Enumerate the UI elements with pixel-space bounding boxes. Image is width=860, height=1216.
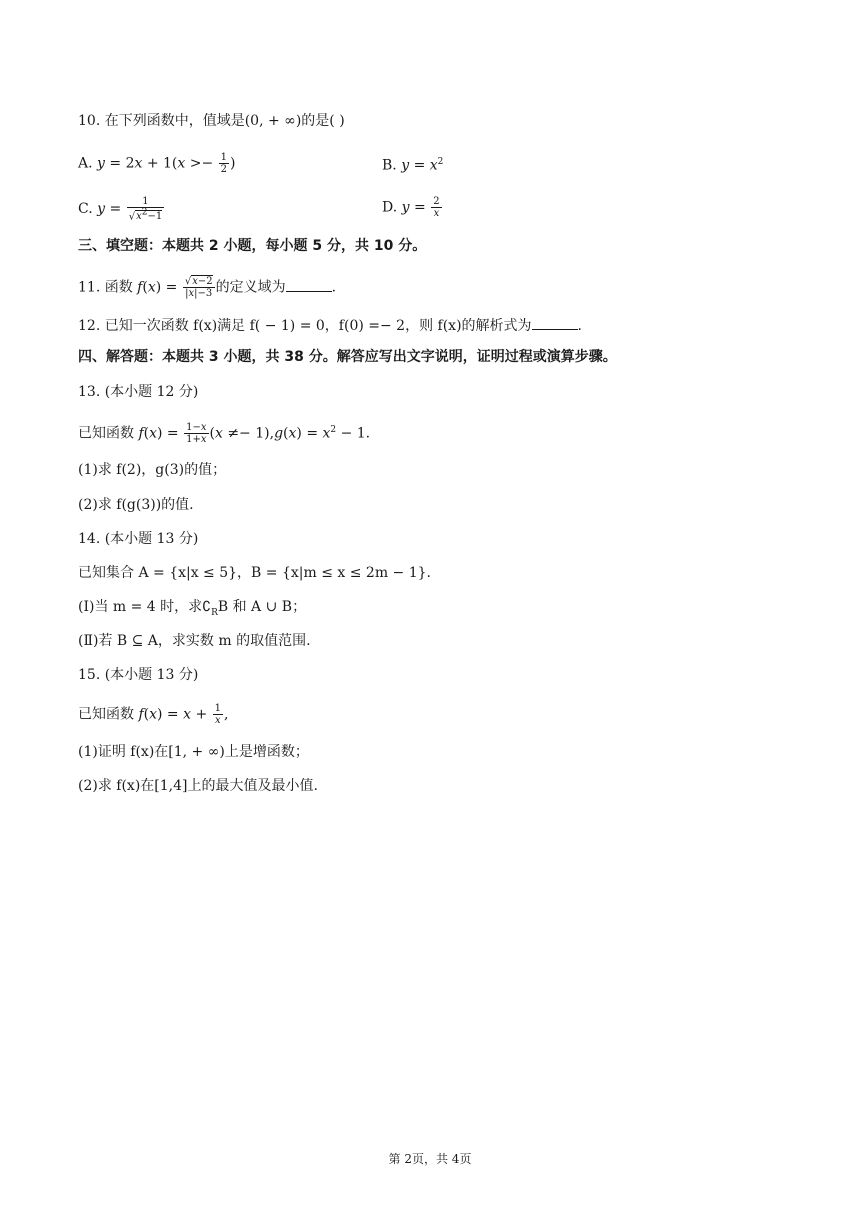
question-15-stem: 已知函数 f(x) = x + $\frac{1}{x}$ , <box>78 703 229 726</box>
question-15-part-2: (2)求 f(x)在[1,4]上的最大值及最小值. <box>78 778 318 794</box>
question-13-part-1: (1)求 f(2)，g(3)的值； <box>78 462 227 478</box>
question-14-header: 14. (本小题 13 分) <box>78 531 199 547</box>
answer-blank <box>286 277 332 292</box>
question-14-part-2: (Ⅱ)若 B ⊆ A，求实数 m 的取值范围. <box>78 633 311 649</box>
question-10-stem: 10. 在下列函数中，值域是(0, + ∞)的是( ) <box>78 113 345 129</box>
q14-part1-a: (Ⅰ)当 m = 4 时，求∁ <box>78 599 212 615</box>
fraction: $\frac{1}{√x^2-1}$ <box>128 196 163 223</box>
page-footer: 第 2页，共 4页 <box>388 1152 472 1166</box>
question-12: 12. 已知一次函数 f(x)满足 f( − 1) = 0，f(0) =− 2，则 f(x)的解析式为 . <box>78 315 582 336</box>
section-heading-solutions: 四、解答题：本题共 3 小题，共 38 分。解答应写出文字说明，证明过程或演算步骤。 <box>78 349 617 365</box>
option-label: B. <box>382 157 397 174</box>
fraction: $\frac{1}{2}$ <box>220 152 228 175</box>
question-15-part-1: (1)证明 f(x)在[1, + ∞)上是增函数； <box>78 744 309 760</box>
q14-part1-b: B 和 A ∪ B； <box>217 599 307 615</box>
fraction: $\frac{2}{x}$ <box>433 196 440 219</box>
option-label: C. <box>78 201 93 218</box>
fraction: $\frac{1}{x}$ <box>214 703 222 726</box>
q10-option-c: C. y = $\frac{1}{√x^2-1}$ <box>78 196 163 223</box>
q12-text: 12. 已知一次函数 f(x)满足 f( − 1) = 0，f(0) =− 2，则 f(x)的解析式为 <box>78 318 532 334</box>
fraction: $\frac{1-x}{1+x}$ <box>186 422 207 446</box>
question-11: 11. 函数 f(x) = $\frac{√x-2}{|x|-3}$ 的定义域为 . <box>78 276 337 299</box>
question-14-part-1 <box>78 597 306 623</box>
option-label: D. <box>382 199 398 216</box>
fraction: $\frac{√x-2}{|x|-3}$ <box>184 276 213 299</box>
question-13-header: 13. (本小题 12 分) <box>78 384 199 400</box>
question-15-header: 15. (本小题 13 分) <box>78 667 199 683</box>
question-13-part-2: (2)求 f(g(3))的值. <box>78 497 194 513</box>
q10-option-a: A. y = 2x + 1(x >− $\frac{1}{2}$ ) <box>78 152 236 175</box>
q13-stem-prefix: 已知函数 <box>78 425 134 442</box>
question-13-stem: 已知函数 f(x) = $\frac{1-x}{1+x}$ $(x \ne- 1),g(x) = x^2 - 1$. <box>78 422 371 446</box>
q10-option-b: B. $y = x^2$ <box>382 157 444 174</box>
q11-prefix: 11. 函数 <box>78 279 133 296</box>
answer-blank <box>532 315 578 330</box>
q11-suffix: 的定义域为 <box>215 279 286 296</box>
q10-option-d: D. y = $\frac{2}{x}$ <box>382 196 440 219</box>
q15-stem-prefix: 已知函数 <box>78 706 134 723</box>
q14-complement-subscript: R <box>211 607 218 618</box>
option-label: A. <box>78 155 93 172</box>
question-14-stem: 已知集合 A = {x|x ≤ 5}，B = {x|m ≤ x ≤ 2m − 1}. <box>78 565 432 581</box>
section-heading-fill-in: 三、填空题：本题共 2 小题，每小题 5 分，共 10 分。 <box>78 238 427 254</box>
